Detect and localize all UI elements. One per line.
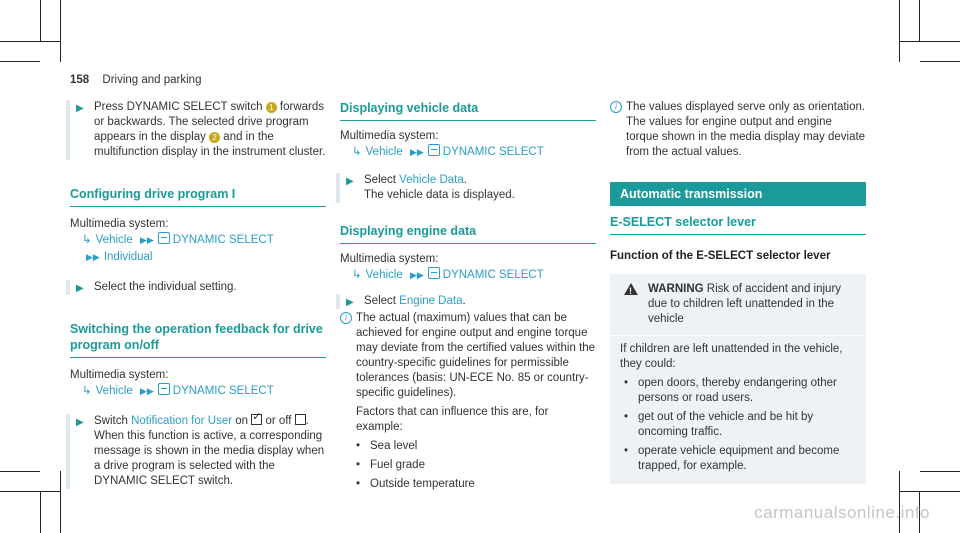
step-text: The selected drive program appears in the display (94, 116, 309, 143)
heading-vehicle-data: Displaying vehicle data (340, 100, 596, 121)
warning-header (620, 282, 856, 327)
path-vehicle[interactable]: Vehicle (95, 385, 133, 397)
column-middle (340, 100, 596, 492)
multimedia-label: Multimedia system: (70, 369, 169, 381)
step-select-engine-data (336, 294, 596, 309)
chevron-right-icon: ▶▶ (139, 235, 154, 245)
checkbox-checked-icon (251, 414, 262, 425)
menu-path (70, 232, 326, 266)
vehicle-data-link[interactable]: Vehicle Data (399, 174, 464, 186)
return-arrow-icon: ↳ (82, 385, 92, 397)
heading-switching-feedback: Switching the operation feedback for drive program on/off (70, 321, 326, 358)
crop-mark (60, 471, 61, 533)
section-bar: Automatic transmission (610, 182, 866, 206)
step-select-setting (66, 280, 326, 295)
warning-list (620, 376, 856, 474)
section-title: Driving and parking (102, 74, 202, 86)
watermark: carmanualsonline.info (754, 503, 930, 522)
info-text: The actual (maximum) values that can be achieved for engine output and engine torque may deviate from the certified values within the country-specific guidelines for permissible tolerances (basis: UN-ECE No. 85 or country-specific guidelines). (356, 312, 596, 399)
list-item: • Sea level (356, 439, 596, 454)
list-item: • get out of the vehicle and be hit by oncoming traffic. (624, 410, 856, 440)
warning-icon (624, 283, 638, 295)
step-text: When this function is active, a corresponding message is shown in the media display when a drive program is selected with the DYNAMIC SELECT switch. (94, 430, 325, 487)
info-note (340, 311, 596, 401)
list-item: • Fuel grade (356, 458, 596, 473)
crop-mark (40, 0, 41, 42)
crop-mark (0, 61, 40, 62)
step-arrow-icon: ▶ (76, 417, 84, 428)
step-select-vehicle-data (336, 173, 596, 203)
menu-path (340, 267, 596, 284)
step-arrow-icon: ▶ (346, 176, 354, 187)
info-icon: i (610, 101, 622, 113)
return-arrow-icon: ↳ (82, 234, 92, 246)
path-dynamic-select[interactable]: DYNAMIC SELECT (172, 385, 274, 397)
chevron-right-icon: ▶▶ (139, 386, 154, 396)
step-switch-notification (66, 414, 326, 489)
crop-mark (60, 0, 61, 62)
step-text: on (235, 415, 249, 427)
multimedia-label: Multimedia system: (70, 218, 169, 230)
step-text: Select (364, 295, 396, 307)
step-arrow-icon: ▶ (76, 283, 84, 294)
path-vehicle[interactable]: Vehicle (365, 146, 403, 158)
info-note (610, 100, 866, 160)
warning-box (610, 274, 866, 484)
engine-data-link[interactable]: Engine Data (399, 295, 463, 307)
warning-body: If children are left unattended in the vehicle, they could: (620, 343, 843, 370)
car-icon (158, 232, 170, 244)
heading-configure-drive-program: Configuring drive program I (70, 186, 326, 207)
path-dynamic-select[interactable]: DYNAMIC SELECT (442, 146, 544, 158)
page-header (70, 74, 201, 86)
callout-1-icon: 1 (266, 102, 277, 113)
crop-mark (899, 0, 900, 62)
crop-mark (40, 491, 41, 533)
step-text: . (462, 295, 466, 307)
callout-2-icon: 2 (209, 132, 220, 143)
crop-mark (0, 41, 60, 42)
factors-label: Factors that can influence this are, for example: (356, 406, 549, 433)
menu-path (340, 144, 596, 161)
step-text: forwards or backwards. (94, 101, 325, 128)
checkbox-unchecked-icon (295, 414, 306, 425)
crop-mark (0, 491, 60, 492)
warning-label: WARNING (648, 283, 704, 295)
path-dynamic-select[interactable]: DYNAMIC SELECT (442, 269, 544, 281)
return-arrow-icon: ↳ (352, 269, 362, 281)
column-right (610, 100, 866, 484)
chevron-right-icon: ▶▶ (409, 147, 424, 157)
step-arrow-icon: ▶ (346, 297, 354, 308)
factors-text (340, 405, 596, 435)
chevron-right-icon: ▶▶ (409, 270, 424, 280)
info-text: The values displayed serve only as orientation. The values for engine output and engine torque shown in the media display may deviate from the actual values. (626, 101, 866, 158)
crop-mark (919, 0, 920, 42)
list-item: • open doors, thereby endangering other persons or road users. (624, 376, 856, 406)
menu-path (70, 383, 326, 400)
warning-text: Risk of accident and injury due to children left unattended in the vehicle (648, 283, 842, 325)
path-individual[interactable]: Individual (103, 251, 153, 263)
path-vehicle[interactable]: Vehicle (95, 234, 133, 246)
car-icon (158, 383, 170, 395)
function-title: Function of the E-SELECT selector lever (610, 250, 831, 262)
step-text: Press DYNAMIC SELECT switch (94, 101, 263, 113)
car-icon (428, 144, 440, 156)
step-text: . (305, 415, 309, 427)
path-vehicle[interactable]: Vehicle (365, 269, 403, 281)
step-press-switch (66, 100, 326, 160)
notification-for-user-link[interactable]: Notification for User (131, 415, 233, 427)
step-text: Select (364, 174, 396, 186)
column-left (70, 100, 326, 489)
path-dynamic-select[interactable]: DYNAMIC SELECT (172, 234, 274, 246)
crop-mark (899, 471, 900, 533)
step-text: Switch (94, 415, 128, 427)
multimedia-label: Multimedia system: (340, 130, 439, 142)
page-number: 158 (70, 74, 90, 86)
step-arrow-icon: ▶ (76, 103, 84, 114)
step-text: and in the multifunction display in the instrument cluster. (94, 131, 326, 158)
crop-mark (900, 491, 960, 492)
return-arrow-icon: ↳ (352, 146, 362, 158)
step-text: The vehicle data is displayed. (364, 189, 515, 201)
step-text: or off (265, 415, 292, 427)
crop-mark (920, 471, 960, 472)
list-item: • Outside temperature (356, 477, 596, 492)
multimedia-label: Multimedia system: (340, 253, 439, 265)
crop-mark (0, 471, 40, 472)
heading-engine-data: Displaying engine data (340, 223, 596, 244)
step-text: Select the individual setting. (94, 281, 237, 293)
factors-list (340, 439, 596, 492)
info-icon: i (340, 312, 352, 324)
car-icon (428, 267, 440, 279)
heading-eselect-lever: E-SELECT selector lever (610, 214, 866, 235)
chevron-right-icon: ▶▶ (86, 252, 100, 262)
crop-mark (920, 61, 960, 62)
crop-mark (900, 41, 960, 42)
list-item: • operate vehicle equipment and become trapped, for example. (624, 444, 856, 474)
step-text: . (463, 174, 467, 186)
